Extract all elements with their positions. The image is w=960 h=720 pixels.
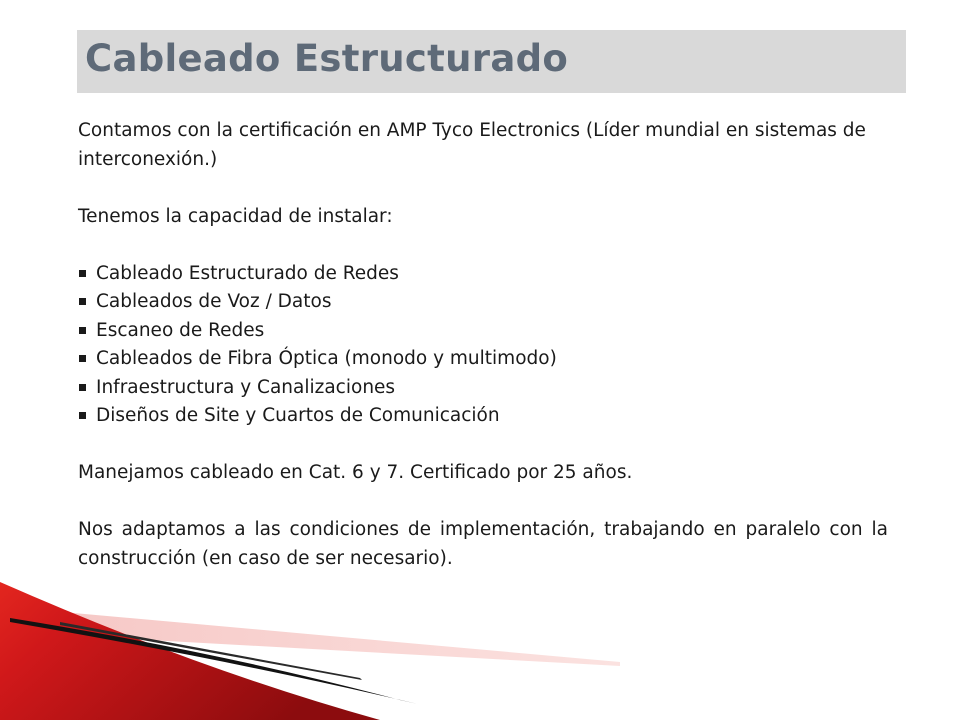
list-item-label: Cableados de Voz / Datos xyxy=(96,291,332,312)
square-bullet-icon xyxy=(79,384,86,391)
red-black-swoosh-decoration xyxy=(0,560,960,720)
list-item-label: Diseños de Site y Cuartos de Comunicación xyxy=(96,405,500,426)
spacer xyxy=(78,431,888,460)
service-list xyxy=(78,260,888,431)
square-bullet-icon xyxy=(79,298,86,305)
spacer xyxy=(78,174,888,203)
list-item xyxy=(78,374,888,403)
list-item-label: Escaneo de Redes xyxy=(96,319,265,341)
spacer xyxy=(78,488,888,517)
spacer xyxy=(78,231,888,260)
list-item xyxy=(78,317,888,346)
slide-body xyxy=(78,117,888,573)
list-item xyxy=(78,260,888,289)
list-item-label: Infraestructura y Canalizaciones xyxy=(96,376,396,398)
list-item-label: Cableado Estructurado de Redes xyxy=(96,262,399,284)
list-item xyxy=(78,402,888,431)
intro-paragraph: Contamos con la certificación en AMP Tyco Electronics (Líder mundial en sistemas de interconexión.) xyxy=(78,120,866,170)
list-item xyxy=(78,345,888,374)
square-bullet-icon xyxy=(79,355,86,362)
square-bullet-icon xyxy=(79,270,86,277)
list-item-label: Cableados de Fibra Óptica (monodo y multimodo) xyxy=(96,348,557,369)
adaptation-paragraph: Nos adaptamos a las condiciones de implementación, trabajando en paralelo con la construcción (en caso de ser necesario). xyxy=(78,519,888,569)
title-bar xyxy=(77,30,906,93)
capacity-heading: Tenemos la capacidad de instalar: xyxy=(78,205,393,227)
slide-title: Cableado Estructurado xyxy=(85,37,569,80)
square-bullet-icon xyxy=(79,412,86,419)
list-item xyxy=(78,288,888,317)
square-bullet-icon xyxy=(79,327,86,334)
certification-paragraph: Manejamos cableado en Cat. 6 y 7. Certificado por 25 años. xyxy=(78,462,633,483)
